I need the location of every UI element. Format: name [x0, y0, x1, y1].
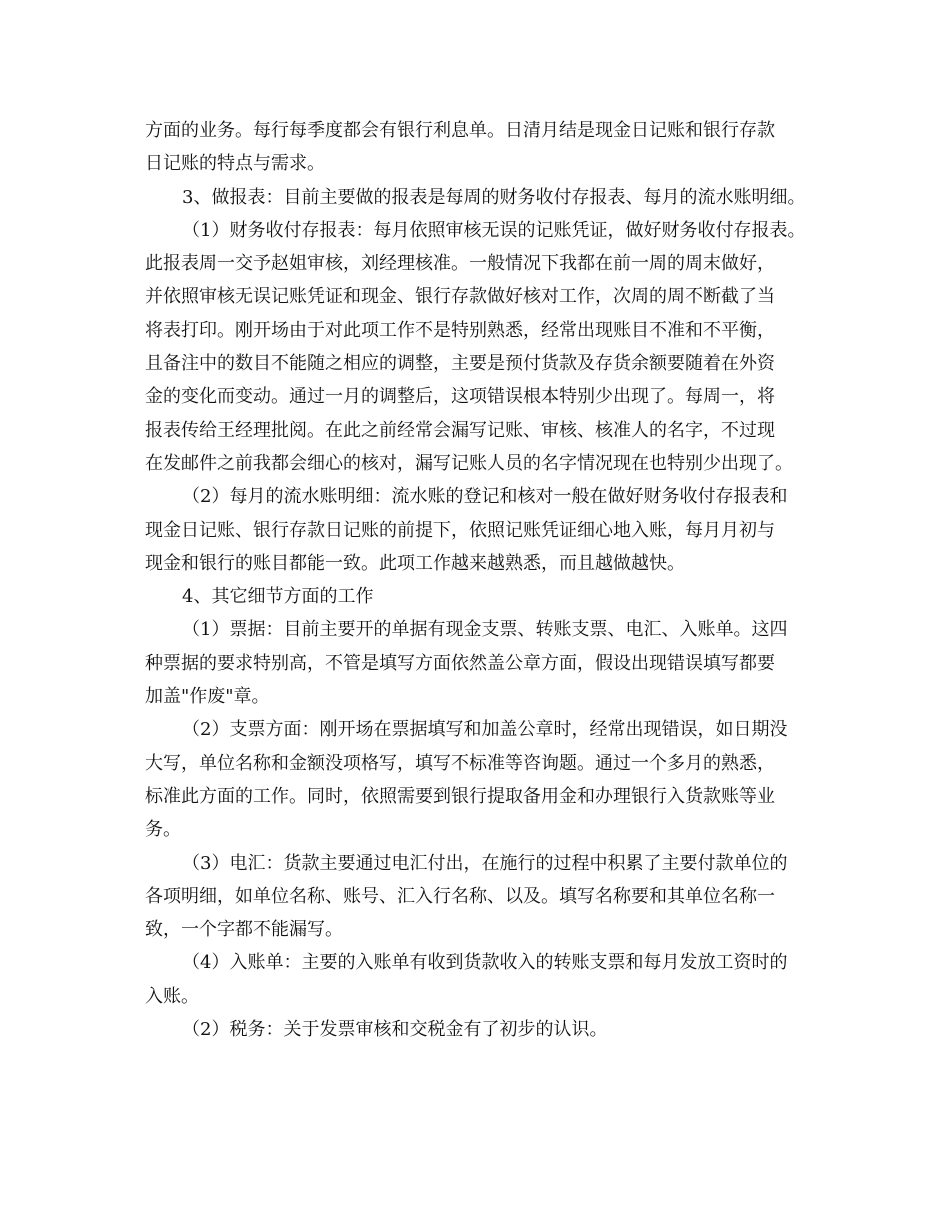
text-line-11: 在发邮件之前我都会细心的核对，漏写记账人员的名字情况现在也特别少出现了。 — [145, 452, 793, 474]
paragraph-start-deposit: （4）入账单：主要的入账单有收到货款收入的转账支票和每月发放工资时的 — [182, 952, 788, 974]
text-line-9: 金的变化而变动。通过一月的调整后，这项错误根本特别少出现了。每周一，将 — [145, 386, 775, 408]
text-line-10: 报表传给王经理批阅。在此之前经常会漏写记账、审核、核准人的名字，不过现 — [145, 419, 775, 441]
text-line-27: 入账。 — [145, 985, 199, 1007]
text-line-6: 并依照审核无误记账凭证和现金、银行存款做好核对工作，次周的周不断截了当 — [145, 286, 775, 308]
paragraph-start-cash-report: （1）财务收付存报表：每月依照审核无误的记账凭证，做好财务收付存报表。 — [182, 219, 806, 241]
text-line-2: 日记账的特点与需求。 — [145, 153, 325, 175]
text-line-25: 致，一个字都不能漏写。 — [145, 919, 343, 941]
text-line-1: 方面的业务。每行每季度都会有银行利息单。日清月结是现金日记账和银行存款 — [145, 120, 775, 141]
paragraph-start-wire: （3）电汇：货款主要通过电汇付出，在施行的过程中积累了主要付款单位的 — [182, 852, 788, 874]
paragraph-start-tax: （2）税务：关于发票审核和交税金有了初步的认识。 — [182, 1019, 608, 1041]
text-line-8: 且备注中的数目不能随之相应的调整，主要是预付货款及存货余额要随着在外资 — [145, 353, 775, 375]
paragraph-start-ledger: （2）每月的流水账明细：流水账的登记和核对一般在做好财务收付存报表和 — [182, 486, 788, 508]
document-body — [145, 114, 825, 1046]
text-line-21: 标准此方面的工作。同时，依照需要到银行提取备用金和办理银行入货款账等业 — [145, 785, 775, 807]
text-line-14: 现金和银行的账目都能一致。此项工作越来越熟悉，而且越做越快。 — [145, 552, 685, 574]
section-heading-details: 4、其它细节方面的工作 — [182, 586, 374, 608]
section-heading-reports: 3、做报表：目前主要做的报表是每周的财务收付存报表、每月的流水账明细。 — [182, 186, 806, 208]
text-line-24: 各项明细，如单位名称、账号、汇入行名称、以及。填写名称要和其单位名称一 — [145, 885, 775, 907]
paragraph-start-bills: （1）票据：目前主要开的单据有现金支票、转账支票、电汇、入账单。这四 — [182, 619, 788, 641]
text-line-13: 现金日记账、银行存款日记账的前提下，依照记账凭证细心地入账，每月月初与 — [145, 519, 775, 541]
text-line-5: 此报表周一交予赵姐审核，刘经理核准。一般情况下我都在前一周的周末做好， — [145, 253, 775, 275]
text-line-18: 加盖"作废"章。 — [145, 686, 270, 708]
text-line-22: 务。 — [145, 819, 181, 841]
paragraph-start-checks: （2）支票方面：刚开场在票据填写和加盖公章时，经常出现错误，如日期没 — [182, 719, 788, 741]
text-line-20: 大写，单位名称和金额没项格写，填写不标准等咨询题。通过一个多月的熟悉， — [145, 752, 775, 774]
text-line-7: 将表打印。刚开场由于对此项工作不是特别熟悉，经常出现账目不准和不平衡， — [145, 319, 775, 341]
text-line-17: 种票据的要求特别高，不管是填写方面依然盖公章方面，假设出现错误填写都要 — [145, 652, 775, 674]
